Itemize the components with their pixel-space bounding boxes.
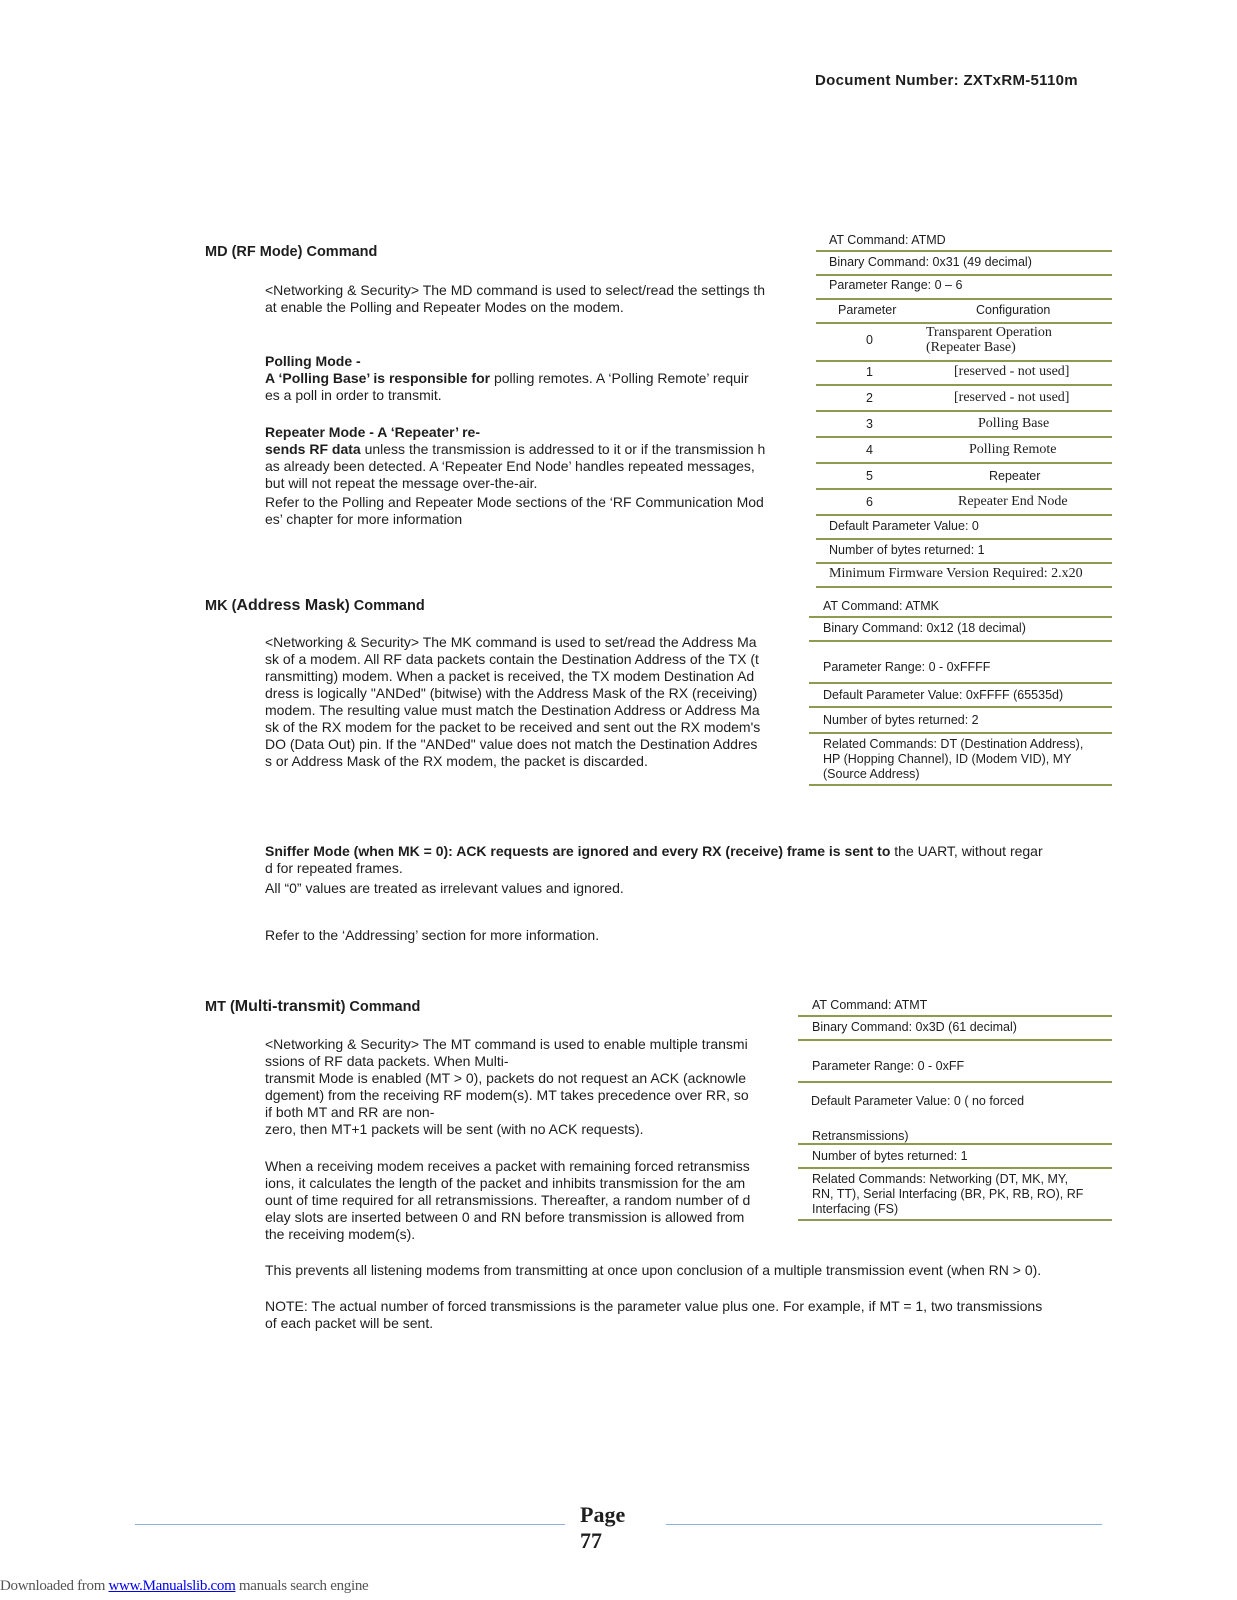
downloaded-from-text: Downloaded from — [0, 1578, 109, 1594]
md-config-1: [reserved - not used] — [954, 364, 1070, 379]
md-repeater-heading: Repeater Mode - A ‘Repeater’ re- — [265, 424, 480, 440]
md-default-value: Default Parameter Value: 0 — [829, 519, 979, 533]
md-parameter-range: Parameter Range: 0 – 6 — [829, 278, 963, 292]
md-param-4: 4 — [866, 443, 873, 457]
md-range-row — [816, 276, 1112, 300]
md-header-row — [816, 300, 1112, 324]
mt-related-commands: Related Commands: Networking (DT, MK, MY, RN, TT), Serial Interfacing (BR, PK, RB, RO), RF Interfacing (FS) — [812, 1172, 1084, 1216]
mk-range-row — [809, 642, 1112, 684]
mt-at-command: AT Command: ATMT — [812, 998, 928, 1012]
mt-related-row — [798, 1169, 1112, 1221]
md-col-configuration: Configuration — [976, 303, 1051, 317]
md-repeater-paragraph — [265, 407, 805, 492]
page-number-block — [580, 1502, 625, 1554]
mk-bytes-row — [809, 708, 1112, 734]
md-refer-text: Refer to the Polling and Repeater Mode sections of the ‘RF Communication Mod es’ chapter for more information — [265, 494, 764, 527]
md-binary-row — [816, 252, 1112, 276]
mt-parameter-range: Parameter Range: 0 - 0xFF — [812, 1059, 965, 1073]
mk-sniffer-bold: Sniffer Mode (when MK = 0): ACK requests are ignored and every RX (receive) frame is sent to — [265, 843, 891, 859]
md-binary-command: Binary Command: 0x31 (49 decimal) — [829, 255, 1032, 269]
manualslib-link[interactable]: www.Manualslib.com — [108, 1578, 236, 1594]
mk-related-commands: Related Commands: DT (Destination Address), HP (Hopping Channel), ID (Modem VID), MY (Source Address) — [823, 737, 1084, 781]
md-bytes-row — [816, 540, 1112, 564]
mk-default-value: Default Parameter Value: 0xFFFF (65535d) — [823, 688, 1064, 702]
md-config-3: Polling Base — [978, 416, 1050, 431]
mk-section-title — [205, 597, 425, 615]
mt-title-suffix: ) Command — [340, 999, 421, 1015]
md-param-5: 5 — [866, 469, 873, 483]
md-default-row — [816, 516, 1112, 540]
mt-bytes-row — [798, 1145, 1112, 1169]
md-repeater-bold: sends RF data — [265, 441, 361, 457]
mt-binary-command: Binary Command: 0x3D (61 decimal) — [812, 1020, 1017, 1034]
md-at-command: AT Command: ATMD — [829, 233, 946, 247]
mt-range-row — [798, 1041, 1112, 1083]
md-param-1: 1 — [866, 365, 873, 379]
md-at-command-row — [816, 228, 1112, 252]
page-number: 77 — [580, 1528, 602, 1553]
mt-default-value: Default Parameter Value: 0 ( no forced — [811, 1094, 1025, 1108]
download-footer — [0, 1578, 368, 1595]
md-repeater-text: unless the transmission is addressed to it or if the transmission h as already been detected. A ‘Repeater End Node’ handles repeated messages, but will not repeat the message over-the-air. — [265, 441, 766, 491]
mk-zero-values: All “0” values are treated as irrelevant values and ignored. — [265, 880, 624, 896]
mk-parameter-range: Parameter Range: 0 - 0xFFFF — [823, 660, 991, 674]
mt-prevents-text: This prevents all listening modems from transmitting at once upon conclusion of a multiple transmission event (when RN > 0). — [265, 1262, 1042, 1278]
footer-tagline: manuals search engine — [235, 1578, 369, 1594]
md-min-firmware: Minimum Firmware Version Required: 2.x20 — [829, 566, 1083, 581]
mt-retransmission-text: When a receiving modem receives a packet with remaining forced retransmiss ions, it calculates the length of the packet and inhibits transmission for the am ount of time required for all retransmissions. Thereafter, a random number of d elay slots are inserted between 0 and RN before transmission is allowed from the receiving modem(s). — [265, 1158, 751, 1242]
md-config-2: [reserved - not used] — [954, 390, 1070, 405]
mk-title-suffix: ) Command — [344, 598, 425, 614]
md-config-0: Transparent Operation (Repeater Base) — [926, 325, 1052, 355]
mt-retransmissions: Retransmissions) — [812, 1129, 909, 1143]
page-divider-right — [666, 1524, 1102, 1525]
document-number: Document Number: ZXTxRM-5110m — [815, 72, 1078, 89]
page-divider-left — [135, 1524, 565, 1525]
mk-default-row — [809, 684, 1112, 708]
mt-note: NOTE: The actual number of forced transmissions is the parameter value plus one. For example, if MT = 1, two transmissions of each packet will be sent. — [265, 1298, 1043, 1331]
mk-related-row — [809, 734, 1112, 786]
page-label: Page — [580, 1502, 626, 1527]
mk-sniffer-paragraph — [265, 826, 1115, 877]
table-row — [816, 324, 1112, 362]
md-firmware-row — [816, 564, 1112, 588]
md-config-4: Polling Remote — [969, 442, 1057, 457]
md-polling-bold: A ‘Polling Base’ is responsible for — [265, 370, 491, 386]
mt-section-title — [205, 998, 420, 1016]
md-polling-heading: Polling Mode - — [265, 353, 361, 369]
mt-title-prefix: MT ( — [205, 999, 235, 1015]
mk-at-command: AT Command: ATMK — [823, 599, 940, 613]
mk-command-table — [809, 594, 1112, 794]
mk-binary-row — [809, 618, 1112, 642]
md-param-2: 2 — [866, 391, 873, 405]
mk-title-prefix: MK ( — [205, 598, 237, 614]
md-polling-paragraph — [265, 336, 805, 404]
mt-title-name: Multi-transmit — [234, 998, 341, 1015]
mt-at-command-row — [798, 993, 1112, 1017]
mk-sniffer-text: the UART, without regar d for repeated frames. — [265, 843, 1043, 876]
mk-bytes-returned: Number of bytes returned: 2 — [823, 713, 979, 727]
md-command-table — [816, 228, 1112, 588]
mt-description: <Networking & Security> The MT command is used to enable multiple transmi ssions of RF data packets. When Multi- transmit Mode is enabled (MT > 0), packets do not request an ACK (acknowle dgement) from the receiving RF modem(s). MT takes precedence over RR, so if both MT and RR are non- zero, then MT+1 packets will be sent (with no ACK requests). — [265, 1036, 749, 1137]
md-param-3: 3 — [866, 417, 873, 431]
table-row — [816, 490, 1112, 516]
md-description: <Networking & Security> The MD command is used to select/read the settings th at enable the Polling and Repeater Modes on the modem. — [265, 282, 766, 315]
mk-at-command-row — [809, 594, 1112, 618]
md-param-6: 6 — [866, 495, 873, 509]
table-row — [816, 438, 1112, 464]
mk-refer-text: Refer to the ‘Addressing’ section for more information. — [265, 927, 600, 943]
mk-description: <Networking & Security> The MK command is used to set/read the Address Ma sk of a modem. All RF data packets contain the Destination Address of the TX (t ransmitting) modem. When a packet is received, the TX modem Destination Ad dress is logically "ANDed" (bitwise) with the Address Mask of the RX (receiving) modem. The resulting value must match the Destination Address or Address Ma sk of the RX modem for the packet to be received and sent out the RX modem's DO (Data Out) pin. If the "ANDed" value does not match the Destination Addres s or Address Mask of the RX modem, the packet is discarded. — [265, 634, 761, 769]
mt-default-row — [798, 1083, 1112, 1145]
table-row — [816, 362, 1112, 386]
table-row — [816, 412, 1112, 438]
md-param-0: 0 — [866, 333, 873, 347]
mt-binary-row — [798, 1017, 1112, 1041]
table-row — [816, 386, 1112, 412]
md-col-parameter: Parameter — [838, 303, 897, 317]
mt-bytes-returned: Number of bytes returned: 1 — [812, 1149, 968, 1163]
mk-title-name: Address Mask — [236, 597, 345, 614]
mt-command-table — [798, 993, 1112, 1225]
md-config-6: Repeater End Node — [958, 494, 1068, 509]
md-section-title: MD (RF Mode) Command — [205, 244, 378, 260]
mk-binary-command: Binary Command: 0x12 (18 decimal) — [823, 621, 1026, 635]
table-row — [816, 464, 1112, 490]
md-config-5: Repeater — [989, 469, 1041, 483]
md-polling-text: polling remotes. A ‘Polling Remote’ requir es a poll in order to transmit. — [265, 370, 749, 403]
md-bytes-returned: Number of bytes returned: 1 — [829, 543, 985, 557]
